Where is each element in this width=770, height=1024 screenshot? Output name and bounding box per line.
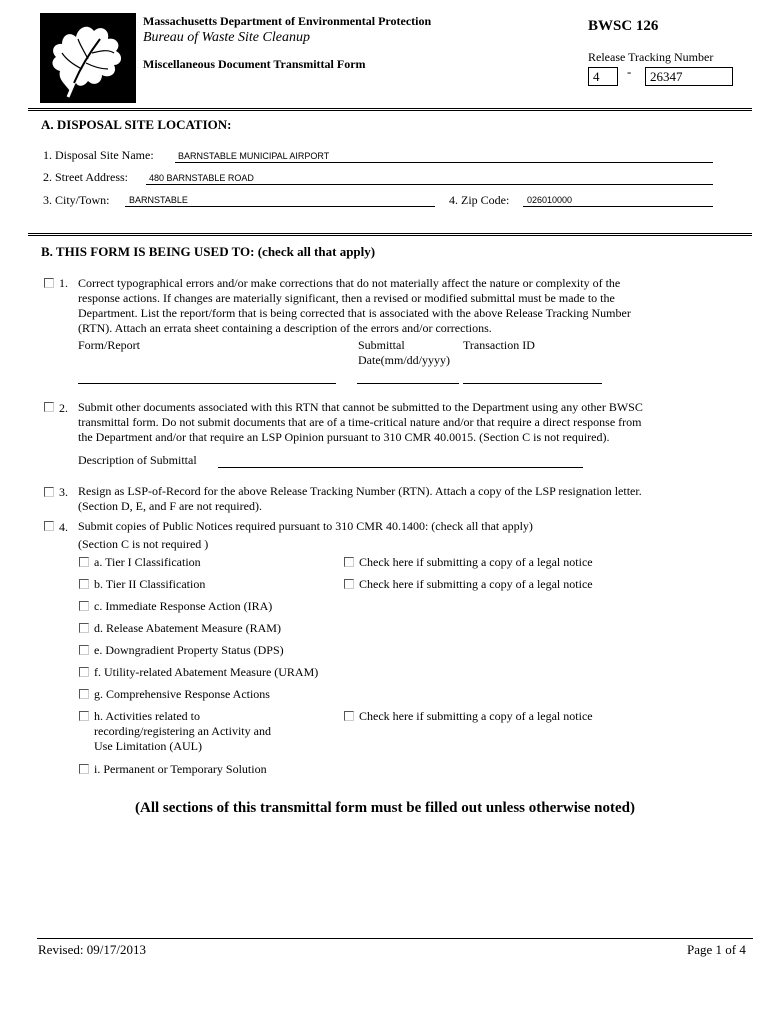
rtn-region-field[interactable]: 4: [588, 67, 618, 86]
city-field[interactable]: BARNSTABLE: [129, 195, 188, 205]
item1-number: 1.: [59, 276, 68, 290]
legal-notice-b-label: Check here if submitting a copy of a legal notice: [359, 577, 593, 591]
legal-notice-b-checkbox[interactable]: [344, 579, 354, 589]
sub-c-checkbox[interactable]: [79, 601, 89, 611]
legal-notice-h-label: Check here if submitting a copy of a legal notice: [359, 709, 593, 723]
rtn-dash: -: [627, 64, 632, 79]
item3-line: (Section D, E, and F are not required).: [78, 499, 262, 513]
site-name-underline: [175, 162, 713, 163]
section-a-title: A. DISPOSAL SITE LOCATION:: [41, 117, 232, 132]
zip-label: 4. Zip Code:: [449, 193, 510, 207]
item2-line: Submit other documents associated with this RTN that cannot be submitted to the Department using any other BWSC: [78, 400, 643, 414]
legal-notice-h-checkbox[interactable]: [344, 711, 354, 721]
sub-e-label: e. Downgradient Property Status (DPS): [94, 643, 284, 657]
item2-line: the Department and/or that require an LSP Opinion pursuant to 310 CMR 40.0015. (Section C is not required).: [78, 430, 610, 444]
transaction-id-field[interactable]: [463, 383, 602, 384]
sub-i-label: i. Permanent or Temporary Solution: [94, 762, 267, 776]
sub-g-label: g. Comprehensive Response Actions: [94, 687, 270, 701]
submittal-date-field[interactable]: [357, 383, 459, 384]
sub-h-line: recording/registering an Activity and: [94, 724, 271, 738]
sub-b-label: b. Tier II Classification: [94, 577, 206, 591]
item2-number: 2.: [59, 401, 68, 415]
item2-line: transmittal form. Do not submit documents that are of a time-critical nature and/or that require a direct response from: [78, 415, 642, 429]
site-name-field[interactable]: BARNSTABLE MUNICIPAL AIRPORT: [178, 151, 330, 161]
item3-line: Resign as LSP-of-Record for the above Release Tracking Number (RTN). Attach a copy of the LSP resignation letter.: [78, 484, 642, 498]
submittal-date-column-label: Date(mm/dd/yyyy): [358, 353, 450, 367]
street-address-underline: [146, 184, 713, 185]
sub-c-label: c. Immediate Response Action (IRA): [94, 599, 273, 613]
city-label: 3. City/Town:: [43, 193, 110, 207]
legal-notice-a-label: Check here if submitting a copy of a legal notice: [359, 555, 593, 569]
sub-d-label: d. Release Abatement Measure (RAM): [94, 621, 281, 635]
zip-field[interactable]: 026010000: [527, 195, 573, 205]
footer-divider: [37, 938, 753, 939]
page-number: Page 1 of 4: [687, 942, 746, 957]
item4-note: (Section C is not required ): [78, 537, 209, 551]
item1-line: Department. List the report/form that is being corrected that is associated with the above Release Tracking Number: [78, 306, 631, 320]
submittal-column-label: Submittal: [358, 338, 405, 352]
item1-line: (RTN). Attach an errata sheet containing a description of the errors and/or corrections.: [78, 321, 492, 335]
rtn-number-field[interactable]: 26347: [645, 67, 733, 86]
rtn-label: Release Tracking Number: [588, 50, 714, 64]
section-a-divider: [28, 233, 752, 234]
street-address-field[interactable]: 480 BARNSTABLE ROAD: [149, 173, 254, 183]
oak-leaf-icon: [40, 13, 136, 103]
revised-date: Revised: 09/17/2013: [38, 942, 146, 957]
sub-d-checkbox[interactable]: [79, 623, 89, 633]
site-name-label: 1. Disposal Site Name:: [43, 148, 154, 162]
description-of-submittal-field[interactable]: [218, 467, 583, 468]
sub-f-label: f. Utility-related Abatement Measure (URAM): [94, 665, 319, 679]
sub-h-line: h. Activities related to: [94, 709, 200, 723]
item3-text: [78, 484, 758, 514]
sub-h-label: [94, 709, 271, 754]
form-report-column-label: Form/Report: [78, 338, 140, 352]
sub-h-line: Use Limitation (AUL): [94, 739, 202, 753]
item3-number: 3.: [59, 485, 68, 499]
item2-checkbox[interactable]: [44, 402, 54, 412]
sub-g-checkbox[interactable]: [79, 689, 89, 699]
description-of-submittal-label: Description of Submittal: [78, 453, 197, 467]
item2-text: [78, 400, 758, 445]
item1-line: response actions. If changes are materially significant, then a revised or modified submittal must be made to the: [78, 291, 615, 305]
item1-text: [78, 276, 758, 336]
sub-i-checkbox[interactable]: [79, 764, 89, 774]
header-divider: [28, 108, 752, 109]
form-name: Miscellaneous Document Transmittal Form: [143, 57, 366, 71]
street-address-label: 2. Street Address:: [43, 170, 128, 184]
sub-e-checkbox[interactable]: [79, 645, 89, 655]
sub-h-checkbox[interactable]: [79, 711, 89, 721]
form-code: BWSC 126: [588, 18, 659, 34]
sub-f-checkbox[interactable]: [79, 667, 89, 677]
transaction-id-column-label: Transaction ID: [463, 338, 535, 352]
zip-underline: [523, 206, 713, 207]
section-a-divider-2: [28, 235, 752, 236]
sub-b-checkbox[interactable]: [79, 579, 89, 589]
massdep-oak-leaf-logo: [40, 13, 136, 103]
agency-name: Massachusetts Department of Environmental Protection: [143, 14, 432, 28]
item1-checkbox[interactable]: [44, 278, 54, 288]
item3-checkbox[interactable]: [44, 487, 54, 497]
header-divider-2: [28, 110, 752, 111]
sub-a-checkbox[interactable]: [79, 557, 89, 567]
form-report-field[interactable]: [78, 383, 336, 384]
item1-line: Correct typographical errors and/or make corrections that do not materially affect the nature or complexity of the: [78, 276, 621, 290]
item4-checkbox[interactable]: [44, 521, 54, 531]
city-underline: [125, 206, 435, 207]
bureau-name: Bureau of Waste Site Cleanup: [143, 30, 310, 45]
legal-notice-a-checkbox[interactable]: [344, 557, 354, 567]
item4-text: Submit copies of Public Notices required pursuant to 310 CMR 40.1400: (check all that apply): [78, 519, 533, 533]
completion-note: (All sections of this transmittal form must be filled out unless otherwise noted): [135, 800, 635, 816]
section-b-title: B. THIS FORM IS BEING USED TO: (check all that apply): [41, 244, 376, 259]
item4-number: 4.: [59, 520, 68, 534]
sub-a-label: a. Tier I Classification: [94, 555, 201, 569]
